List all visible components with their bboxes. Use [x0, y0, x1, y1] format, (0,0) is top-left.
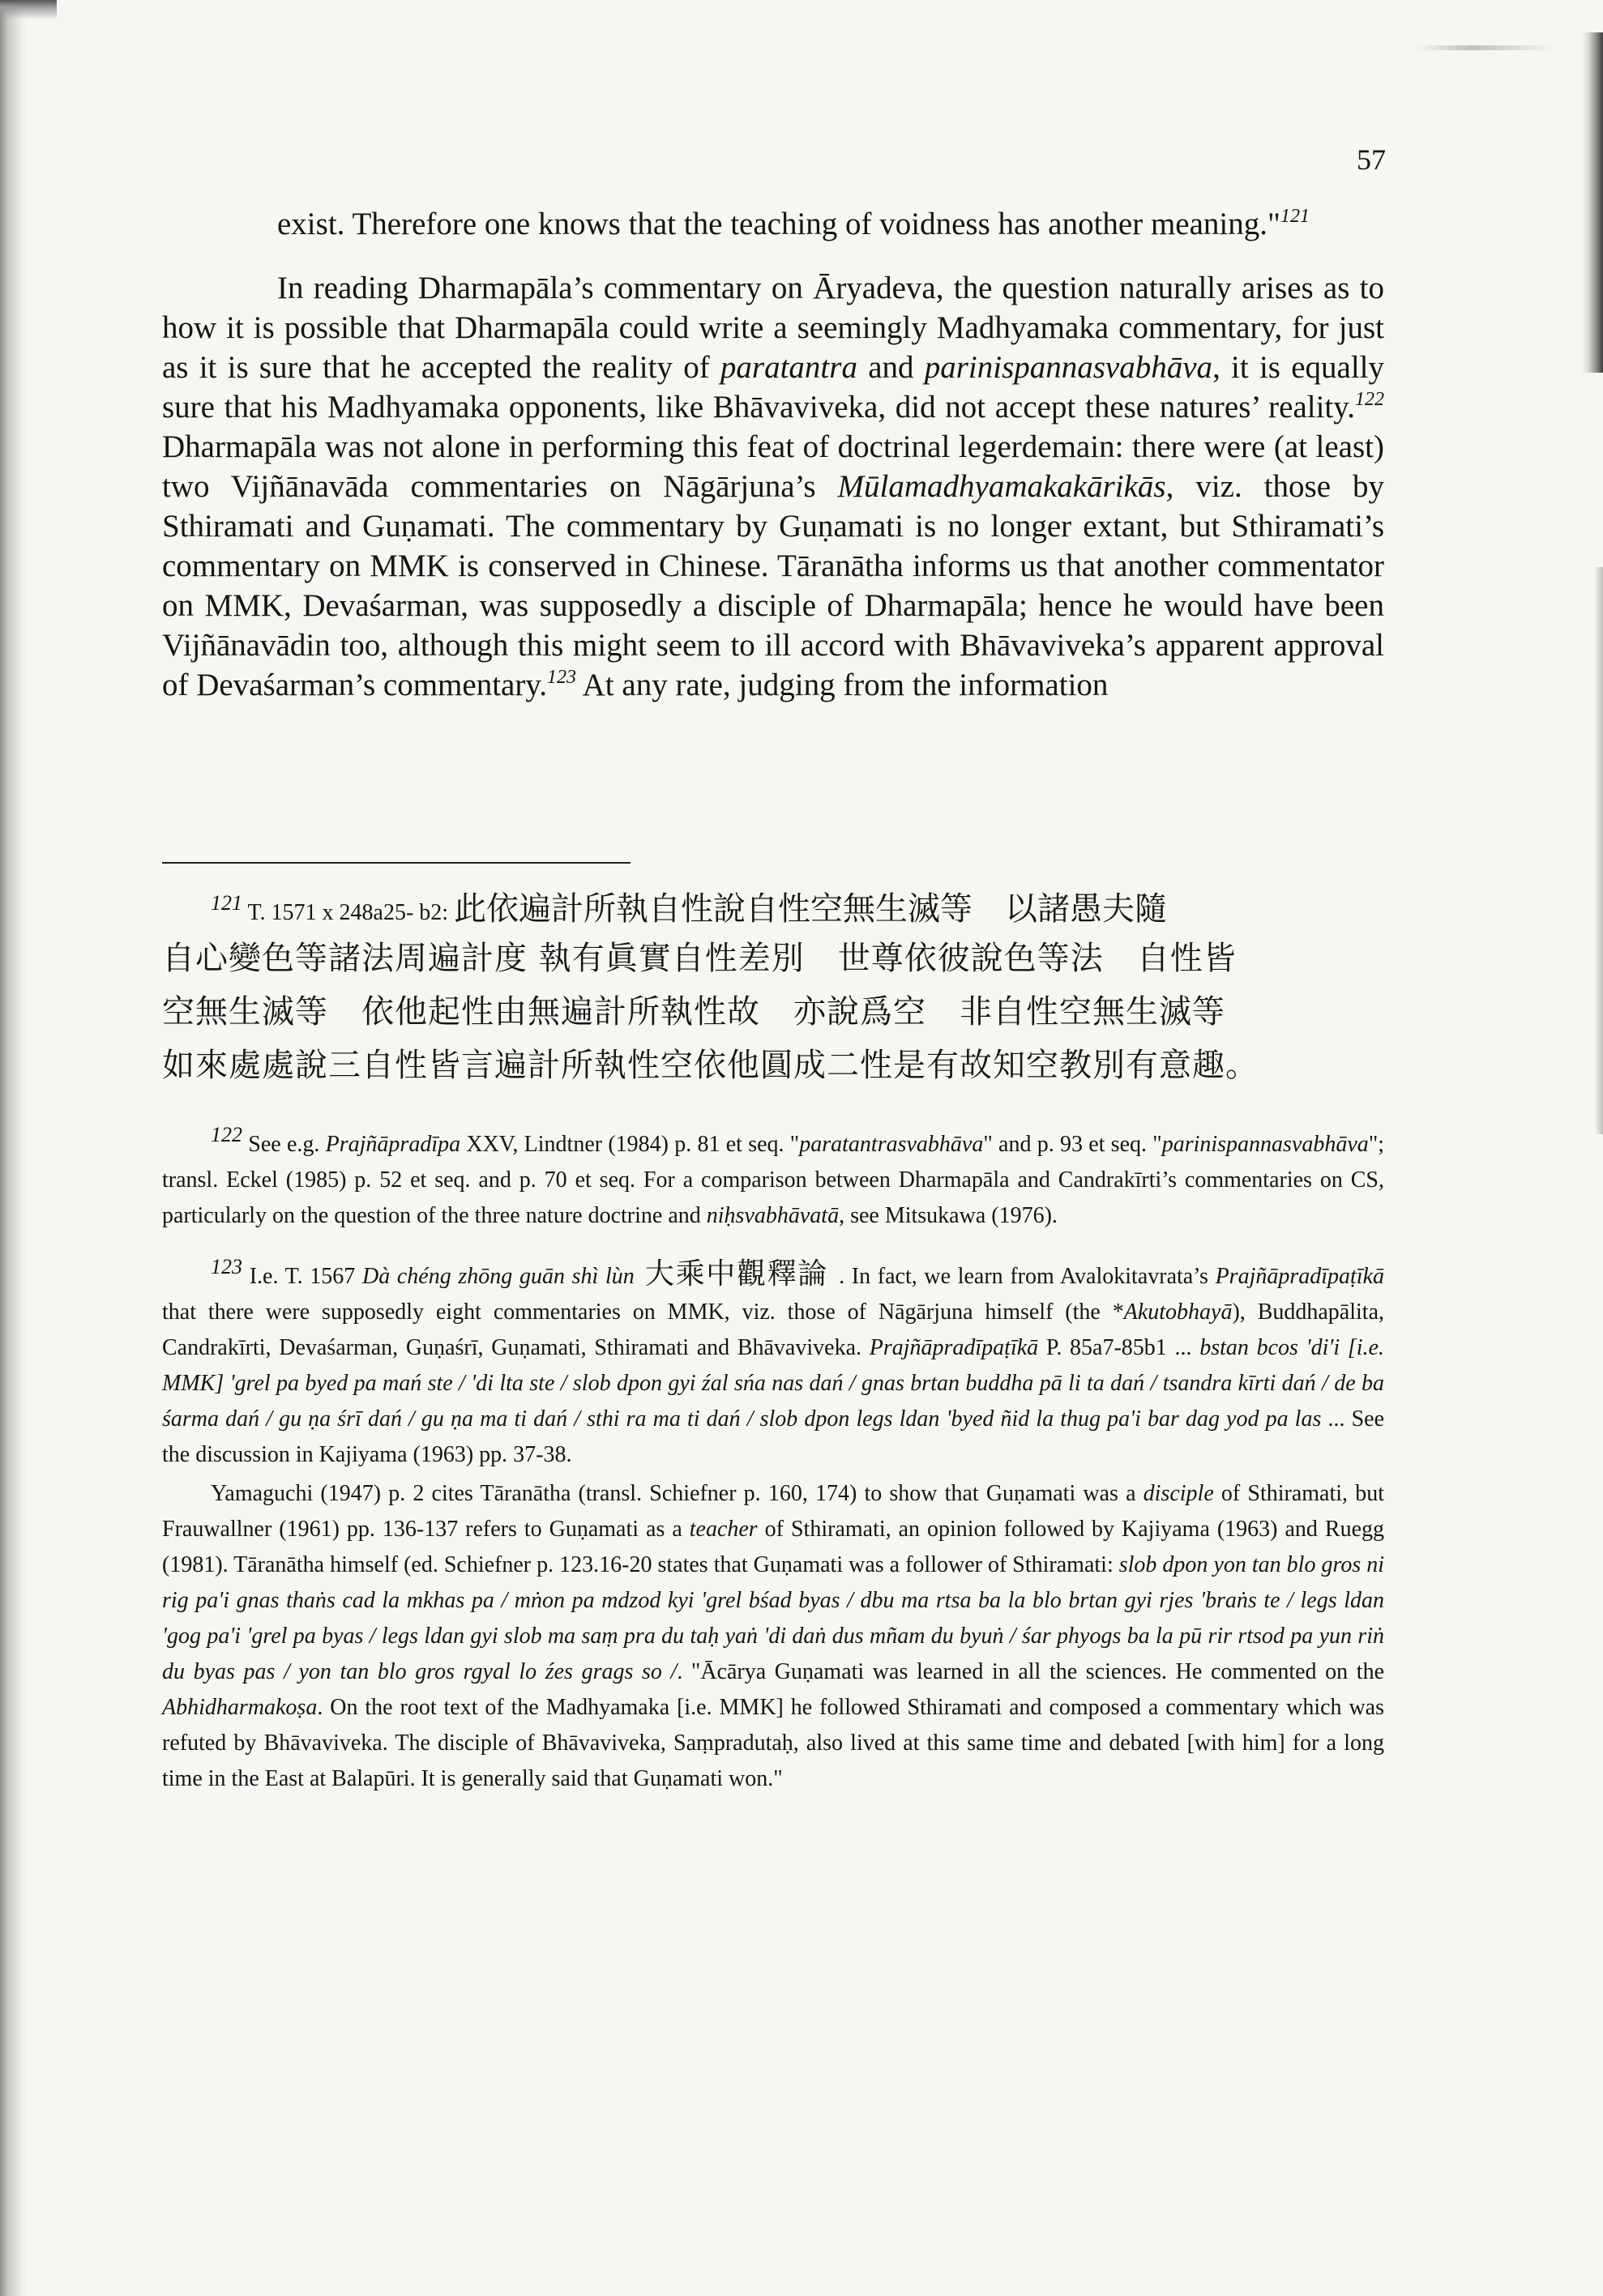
footnote-separator [162, 862, 631, 864]
main-text [162, 204, 1384, 705]
scan-shadow-right [1582, 32, 1603, 373]
chinese-title: 大乘中觀釋論 [634, 1257, 840, 1291]
chinese-citation: 此依遍計所執自性說自性空無生滅等 以諸愚夫隨 [454, 890, 1168, 928]
continuation-paragraph: exist. Therefore one knows that the teaching of voidness has another meaning."$^{121}$ [277, 206, 1310, 241]
scan-shadow-left [0, 0, 28, 2296]
footnote-121: $^{121}$ T. 1571 x 248a25- b2: 此依遍計所執自性說自性空無生滅等 以諸愚夫隨 [211, 890, 1168, 928]
scan-shadow-right-lower [1595, 567, 1603, 1134]
footnote-ref-122[interactable]: 122 [1355, 389, 1384, 410]
footnote-number: 122 [211, 1123, 242, 1146]
chinese-citation-line: 自心變色等諸法周遍計度 執有眞實自性差別 世尊依彼說色等法 自性皆 [162, 940, 1237, 977]
footnote-123: $^{123}$ I.e. T. 1567 Dà chéng zhōng guān shì lùn 大乘中觀釋論 . In fact, we learn from Avalokitavrata’s Prajñāpradīpaṭīkā that there were supposedly eight commentaries on MMK, viz. those of Nāgārjuna himself (the *Akutobhayā), Buddhapālita, Candrakīrti, Devaśarman, Guṇaśrī, Guṇamati, Sthiramati and Bhāvaviveka. Prajñāpradīpaṭīkā P. 85a7-85b1 ... bstan bcos 'di'i [i.e. MMK] 'grel pa byed pa mań ste / 'di lta ste / slob dpon gyi źal sńa nas dań / gnas brtan buddha pā li ta dań / tsandra kīrti dań / de ba śarma dań / gu ṇa śrī dań / gu ṇa ma ti dań / sthi ra ma ti dań / slob dpon legs ldan 'byed ñid la thug pa'i bar dag yod pa las ... See the discussion in Kajiyama (1963) pp. 37-38. [162, 1255, 1385, 1467]
footnote-122: $^{122}$ See e.g. Prajñāpradīpa XXV, Lindtner (1984) p. 81 et seq. "paratantrasvabhāva" and p. 93 et seq. "parinispannasvabhāva"; transl. Eckel (1985) p. 52 et seq. and p. 70 et seq. For a comparison between Dharmapāla and Candrakīrti’s commentaries on CS, particularly on the question of the three nature doctrine and niḥsvabhāvatā, see Mitsukawa (1976). [162, 1123, 1385, 1228]
main-paragraph: In reading Dharmapāla’s commentary on Āryadeva, the question naturally arises as to how it is possible that Dharmapāla could write a seemingly Madhyamaka commentary, for just as it is sure that he accepted the reality of paratantra and parinispannasvabhāva, it is equally sure that his Madhyamaka opponents, like Bhāvaviveka, did not accept these natures’ reality.$^{122}$ Dharmapāla was not alone in performing this feat of doctrinal legerdemain: there were (at least) two Vijñānavāda commentaries on Nāgārjuna’s Mūlamadhyamakakārikās, viz. those by Sthiramati and Guṇamati. The commentary by Guṇamati is no longer extant, but Sthiramati’s commentary on MMK is conserved in Chinese. Tāranātha informs us that another commentator on MMK, Devaśarman, was supposedly a disciple of Dharmapāla; hence he would have been Vijñānavādin too, although this might seem to ill accord with Bhāvaviveka’s apparent approval of Devaśarman’s commentary.$^{123}$ At any rate, judging from the information [162, 271, 1384, 702]
footnote-number: 123 [211, 1255, 242, 1278]
footnote-ref-123[interactable]: 123 [547, 667, 577, 688]
footnote-number: 121 [211, 891, 242, 915]
footnotes [162, 891, 1384, 1797]
page-number: 57 [1357, 143, 1386, 176]
scan-shadow-top [0, 0, 57, 19]
footnote-123-continued: Yamaguchi (1947) p. 2 cites Tāranātha (transl. Schiefner p. 160, 174) to show that Guṇamati was a disciple of Sthiramati, but Frauwallner (1961) pp. 136-137 refers to Guṇamati as a teacher of Sthiramati, an opinion followed by Kajiyama (1963) and Ruegg (1981). Tāranātha himself (ed. Schiefner p. 123.16-20 states that Guṇamati was a follower of Sthiramati: slob dpon yon tan blo gros ni rig pa'i gnas thaṅs cad la mkhas pa / mṅon pa mdzod kyi 'grel bśad byas / dbu ma rtsa ba la blo brtan gyi rjes 'braṅs te / legs ldan 'gog pa'i 'grel pa byas / legs ldan gyi slob ma saṃ pra du taḥ yaṅ 'di daṅ dus mñam du byuṅ / śar phyogs ba la pū rir rtsod pa yun riṅ du byas pas / yon tan blo gros rgyal lo źes grags so /. "Ācārya Guṇamati was learned in all the sciences. He commented on the Abhidharmakoṣa. On the root text of the Madhyamaka [i.e. MMK] he followed Sthiramati and composed a commentary which was refuted by Bhāvaviveka. The disciple of Bhāvaviveka, Saṃpradutaḥ, also lived at this same time and debated [with him] for a long time in the East at Balapūri. It is generally said that Guṇamati won." [162, 1481, 1385, 1791]
chinese-citation-line: 如來處處說三自性皆言遍計所執性空依他圓成二性是有故知空教別有意趣。 [162, 1047, 1259, 1084]
chinese-citation-line: 空無生滅等 依他起性由無遍計所執性故 亦說爲空 非自性空無生滅等 [162, 993, 1225, 1031]
scan-smudge-top [1417, 45, 1554, 50]
footnote-ref-121[interactable]: 121 [1280, 206, 1310, 227]
